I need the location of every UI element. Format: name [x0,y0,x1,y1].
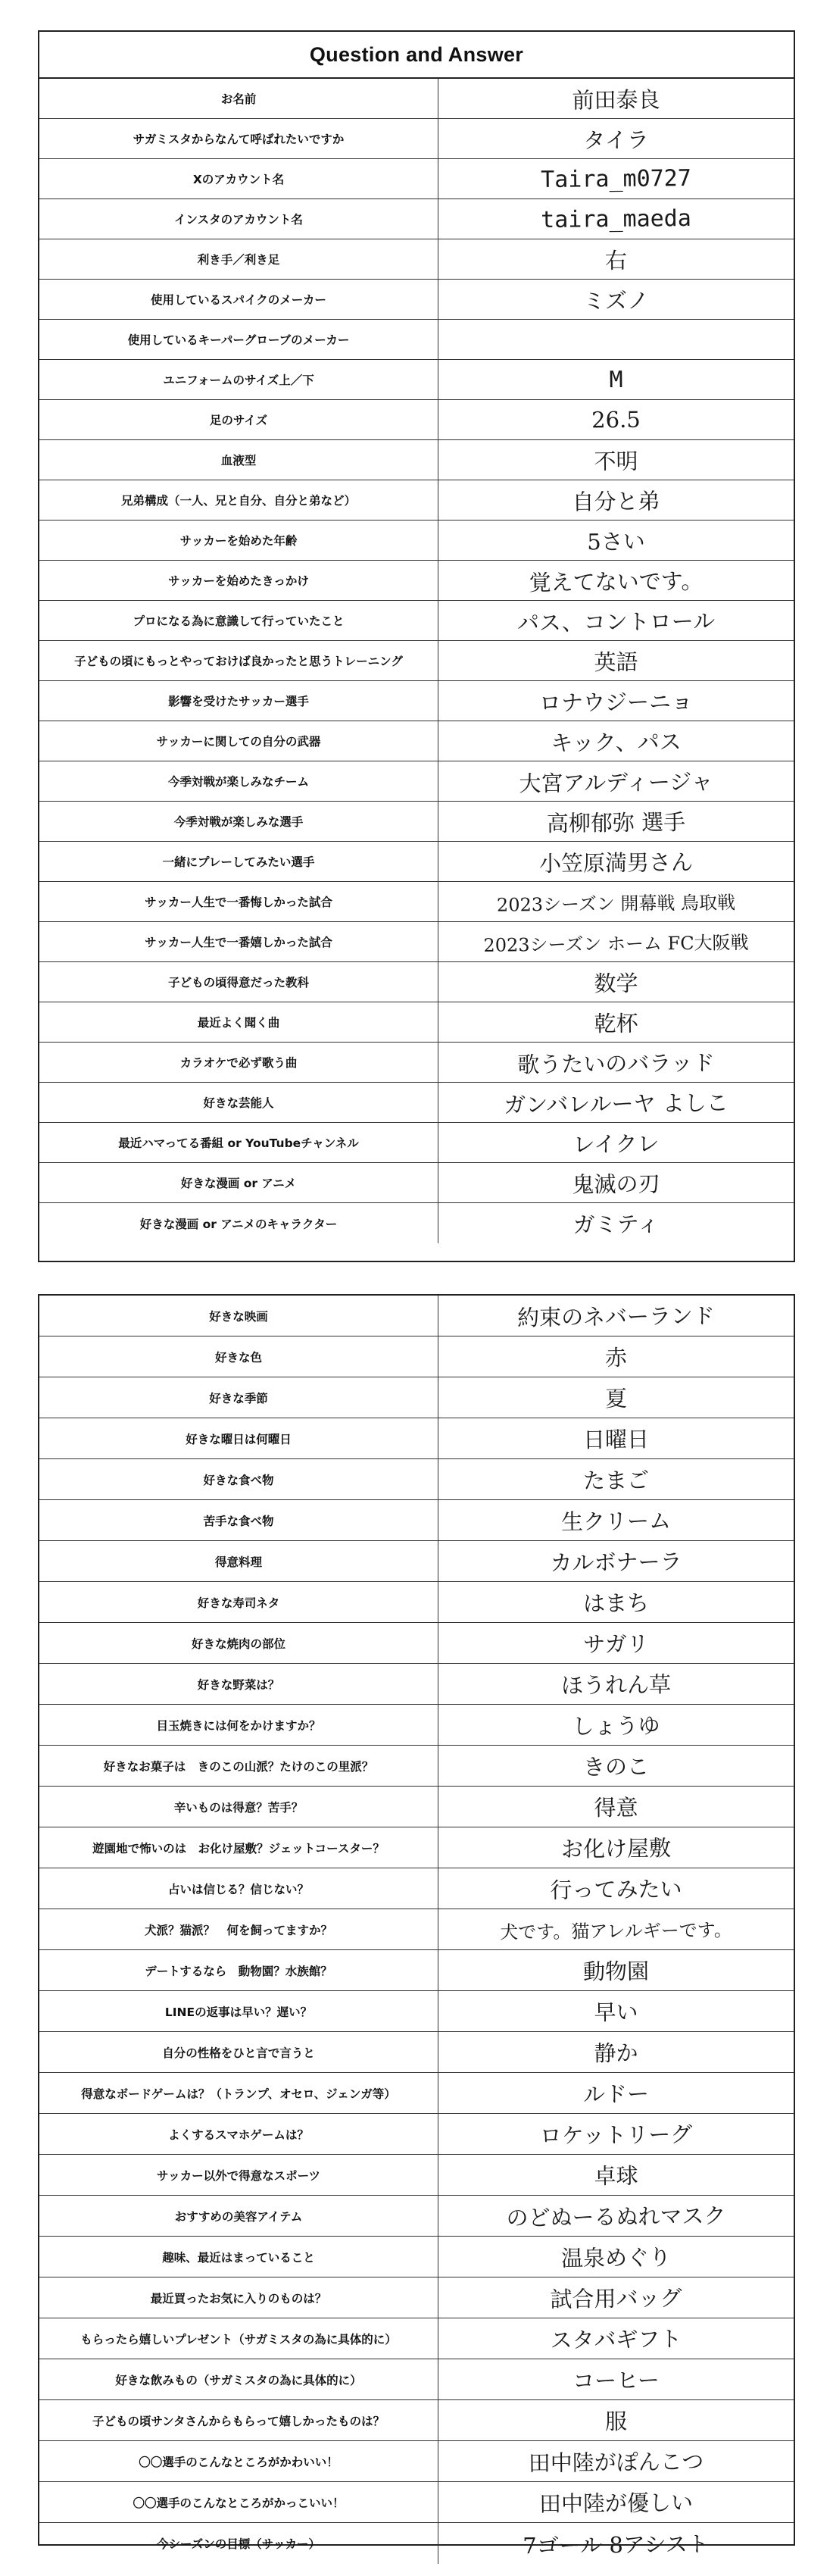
question-cell: 好きな映画 [39,1296,438,1336]
qa-row [39,1664,794,1705]
handwritten-answer-cell: Taira_m0727 [540,164,692,193]
handwritten-answer-cell: ロケットリーグ [539,2121,693,2149]
qa-row [39,1705,794,1746]
qa-row [39,2359,794,2400]
question-cell: 好きな漫画 or アニメのキャラクター [39,1203,438,1243]
handwritten-answer-cell: 得意 [594,1794,638,1821]
question-cell: 最近買ったお気に入りのものは？ [39,2277,438,2318]
question-cell: もらったら嬉しいプレゼント（サガミスタの為に具体的に） [39,2318,438,2359]
qa-row [39,480,794,521]
handwritten-answer-cell: 高柳郁弥 選手 [546,808,686,836]
handwritten-answer-cell: カルボナーラ [550,1549,682,1576]
handwritten-answer-cell: 田中陸がぽんこつ [528,2448,704,2477]
qa-rows-page-2 [39,1296,794,2564]
question-cell: よくするスマホゲームは？ [39,2114,438,2154]
handwritten-answer-cell: ガミティ [572,1211,660,1238]
question-cell: サッカー人生で一番悔しかった試合 [39,882,438,921]
qa-row [39,400,794,440]
question-cell: 辛いものは得意？苦手？ [39,1787,438,1827]
qa-row [39,2482,794,2523]
question-cell: 好きな焼肉の部位 [39,1623,438,1663]
qa-row [39,280,794,320]
question-cell: 苦手な食べ物 [39,1500,438,1540]
qa-row [39,2277,794,2318]
question-cell: カラオケで必ず歌う曲 [39,1043,438,1082]
qa-row [39,1377,794,1418]
question-cell: 最近ハマってる番組 or YouTubeチャンネル [39,1123,438,1162]
qa-row [39,1296,794,1336]
question-cell: ユニフォームのサイズ上／下 [39,360,438,399]
qa-row [39,1336,794,1377]
handwritten-answer-cell: 乾杯 [594,1010,638,1036]
question-cell: 好きな食べ物 [39,1459,438,1499]
handwritten-answer-cell: 右 [604,247,628,274]
qa-row [39,842,794,882]
handwritten-answer-cell: 犬です。猫アレルギーです。 [500,1919,732,1943]
question-cell: 犬派？猫派？ 何を飼ってますか？ [39,1909,438,1949]
handwritten-answer-cell: 2023シーズン ホーム FC大阪戦 [483,931,749,956]
question-cell: 最近よく聞く曲 [39,1002,438,1042]
qa-row [39,721,794,761]
qa-row [39,2237,794,2277]
question-cell: 得意なボードゲームは？（トランプ、オセロ、ジェンガ等） [39,2073,438,2113]
qa-row [39,1746,794,1787]
qa-row [39,2196,794,2237]
qa-row [39,2400,794,2441]
qa-sheet-page-1 [38,30,795,1262]
handwritten-answer-cell: キック、パス [551,728,682,756]
question-cell: 好きなお菓子は きのこの山派？たけのこの里派？ [39,1746,438,1786]
qa-row [39,561,794,601]
qa-row [39,1868,794,1909]
question-cell: 足のサイズ [39,400,438,439]
handwritten-answer-cell: 鬼滅の刃 [572,1170,660,1198]
handwritten-answer-cell: はまち [582,1590,650,1617]
qa-row [39,199,794,239]
sheet-title: Question and Answer [39,32,794,79]
qa-row [39,1827,794,1868]
qa-row [39,521,794,561]
qa-sheet-page-2 [38,1294,795,2559]
qa-row [39,440,794,480]
question-cell: 得意料理 [39,1541,438,1581]
handwritten-answer-cell: 歌うたいのバラッド [517,1049,715,1077]
question-cell: サッカーを始めたきっかけ [39,561,438,600]
question-cell: おすすめの美容アイテム [39,2196,438,2236]
qa-rows-page-1 [39,79,794,1243]
question-cell: 好きな飲みもの（サガミスタの為に具体的に） [39,2359,438,2399]
question-cell: 〇〇選手のこんなところがかっこいい！ [39,2482,438,2522]
qa-row [39,1787,794,1827]
handwritten-answer-cell: レイクレ [572,1130,660,1158]
qa-row [39,2155,794,2196]
qa-row [39,601,794,641]
question-cell: 趣味、最近はまっていること [39,2237,438,2277]
qa-row [39,119,794,159]
qa-row [39,1909,794,1950]
question-cell: 使用しているスパイクのメーカー [39,280,438,319]
handwritten-answer-cell: 自分と弟 [572,487,660,515]
question-cell: 好きな芸能人 [39,1083,438,1122]
handwritten-answer-cell: サガリ [583,1630,649,1658]
qa-row [39,1203,794,1243]
qa-row [39,1950,794,1991]
qa-row [39,1991,794,2032]
handwritten-answer-cell: お化け屋敷 [560,1835,672,1862]
qa-row [39,1582,794,1623]
qa-row [39,922,794,962]
question-cell: サッカー人生で一番嬉しかった試合 [39,922,438,961]
handwritten-answer-cell: 2023シーズン 開幕戦 鳥取戦 [496,891,736,916]
qa-row [39,882,794,922]
handwritten-answer-cell: 大宮アルディージャ [519,768,713,796]
question-cell: 今季対戦が楽しみな選手 [39,802,438,841]
question-cell: 今季対戦が楽しみなチーム [39,761,438,801]
question-cell: インスタのアカウント名 [39,199,438,239]
question-cell: 影響を受けたサッカー選手 [39,681,438,721]
qa-row [39,2318,794,2359]
qa-row [39,360,794,400]
handwritten-answer-cell: 7ゴール 8アシスト [523,2531,710,2559]
qa-row [39,1623,794,1664]
qa-row [39,1541,794,1582]
question-cell: 目玉焼きには何をかけますか？ [39,1705,438,1745]
handwritten-answer-cell: 不明 [594,448,638,474]
handwritten-answer-cell: 前田泰良 [572,86,660,114]
question-cell: 自分の性格をひと言で言うと [39,2032,438,2072]
qa-row [39,681,794,721]
handwritten-answer-cell: スタバギフト [550,2326,682,2353]
qa-row [39,1002,794,1043]
handwritten-answer-cell: きのこ [582,1753,650,1780]
qa-row [39,2523,794,2564]
handwritten-answer-cell: パス、コントロール [516,608,716,636]
handwritten-answer-cell: ガンバレルーヤ よしこ [504,1089,728,1118]
question-cell: Xのアカウント名 [39,159,438,199]
question-cell: 好きな季節 [39,1377,438,1418]
handwritten-answer-cell: 卓球 [594,2162,638,2190]
handwritten-answer-cell: ミズノ [582,287,650,314]
handwritten-answer-cell: 服 [604,2408,628,2435]
question-cell: 利き手／利き足 [39,239,438,279]
question-cell: プロになる為に意識して行っていたこと [39,601,438,640]
qa-row [39,2441,794,2482]
question-cell: 好きな色 [39,1336,438,1377]
handwritten-answer-cell: 行ってみたい [550,1876,682,1903]
handwritten-answer-cell: 英語 [594,649,638,675]
handwritten-answer-cell: 静か [594,2040,638,2067]
handwritten-answer-cell: 覚えてないです。 [529,567,704,596]
handwritten-answer-cell: のどぬーるぬれマスク [506,2202,726,2231]
question-cell: サッカーを始めた年齢 [39,521,438,560]
question-cell: 使用しているキーパーグローブのメーカー [39,320,438,359]
question-cell: サッカー以外で得意なスポーツ [39,2155,438,2195]
handwritten-answer-cell: 日曜日 [582,1426,650,1453]
handwritten-answer-cell: 夏 [604,1385,628,1412]
question-cell: 好きな曜日は何曜日 [39,1418,438,1458]
handwritten-answer-cell: ルドー [582,2080,650,2108]
handwritten-answer-cell: 数学 [594,970,638,996]
qa-row [39,2032,794,2073]
question-cell: 子どもの頃にもっとやっておけば良かったと思うトレーニング [39,641,438,680]
question-cell: デートするなら 動物園？水族館？ [39,1950,438,1990]
handwritten-answer-cell: たまご [582,1467,650,1494]
handwritten-answer-cell: 動物園 [582,1958,650,1985]
handwritten-answer-cell: 赤 [604,1344,628,1371]
qa-row [39,1043,794,1083]
qa-row [39,1083,794,1123]
handwritten-answer-cell [438,318,794,361]
qa-row [39,641,794,681]
question-cell: 今シーズンの目標（サッカー） [39,2523,438,2564]
question-cell: サッカーに関しての自分の武器 [39,721,438,761]
question-cell: 遊園地で怖いのは お化け屋敷？ジェットコースター？ [39,1827,438,1868]
question-cell: 血液型 [39,440,438,480]
handwritten-answer-cell: 小笠原満男さん [538,849,694,877]
handwritten-answer-cell: 早い [594,1999,638,2026]
handwritten-answer-cell: 約束のネバーランド [516,1302,716,1331]
question-cell: 好きな寿司ネタ [39,1582,438,1622]
qa-row [39,1123,794,1163]
handwritten-answer-cell: taira_maeda [540,205,692,233]
qa-row [39,761,794,802]
question-cell: 子どもの頃サンタさんからもらって嬉しかったものは？ [39,2400,438,2440]
handwritten-answer-cell: 5さい [587,528,645,555]
handwritten-answer-cell: タイラ [583,127,649,153]
question-cell: 子どもの頃得意だった教科 [39,962,438,1002]
handwritten-answer-cell: ロナウジーニョ [538,688,694,716]
handwritten-answer-cell: ほうれん草 [560,1671,672,1699]
question-cell: 兄弟構成（一人、兄と自分、自分と弟など） [39,480,438,520]
qa-row [39,1163,794,1203]
question-cell: 〇〇選手のこんなところがかわいい！ [39,2441,438,2481]
qa-row [39,1418,794,1459]
qa-row [39,802,794,842]
question-cell: LINEの返事は早い？遅い？ [39,1991,438,2031]
qa-row [39,1500,794,1541]
question-cell: 好きな野菜は？ [39,1664,438,1704]
qa-row [39,2073,794,2114]
qa-row [39,159,794,199]
handwritten-answer-cell: 生クリーム [560,1508,672,1535]
handwritten-answer-cell: しょうゆ [572,1712,660,1740]
qa-row [39,2114,794,2155]
qa-row [39,1459,794,1500]
handwritten-answer-cell: コーヒー [572,2367,660,2394]
qa-row [39,239,794,280]
handwritten-answer-cell: 温泉めぐり [560,2244,672,2271]
handwritten-answer-cell: M [609,366,623,393]
question-cell: 占いは信じる？信じない？ [39,1868,438,1909]
handwritten-answer-cell: 試合用バッグ [550,2285,682,2312]
qa-row [39,320,794,360]
qa-row [39,962,794,1002]
question-cell: お名前 [39,79,438,118]
handwritten-answer-cell: 田中陸が優しい [538,2489,694,2518]
qa-row [39,79,794,119]
question-cell: 好きな漫画 or アニメ [39,1163,438,1202]
handwritten-answer-cell: 26.5 [591,406,641,433]
question-cell: サガミスタからなんて呼ばれたいですか [39,119,438,158]
question-cell: 一緒にプレーしてみたい選手 [39,842,438,881]
